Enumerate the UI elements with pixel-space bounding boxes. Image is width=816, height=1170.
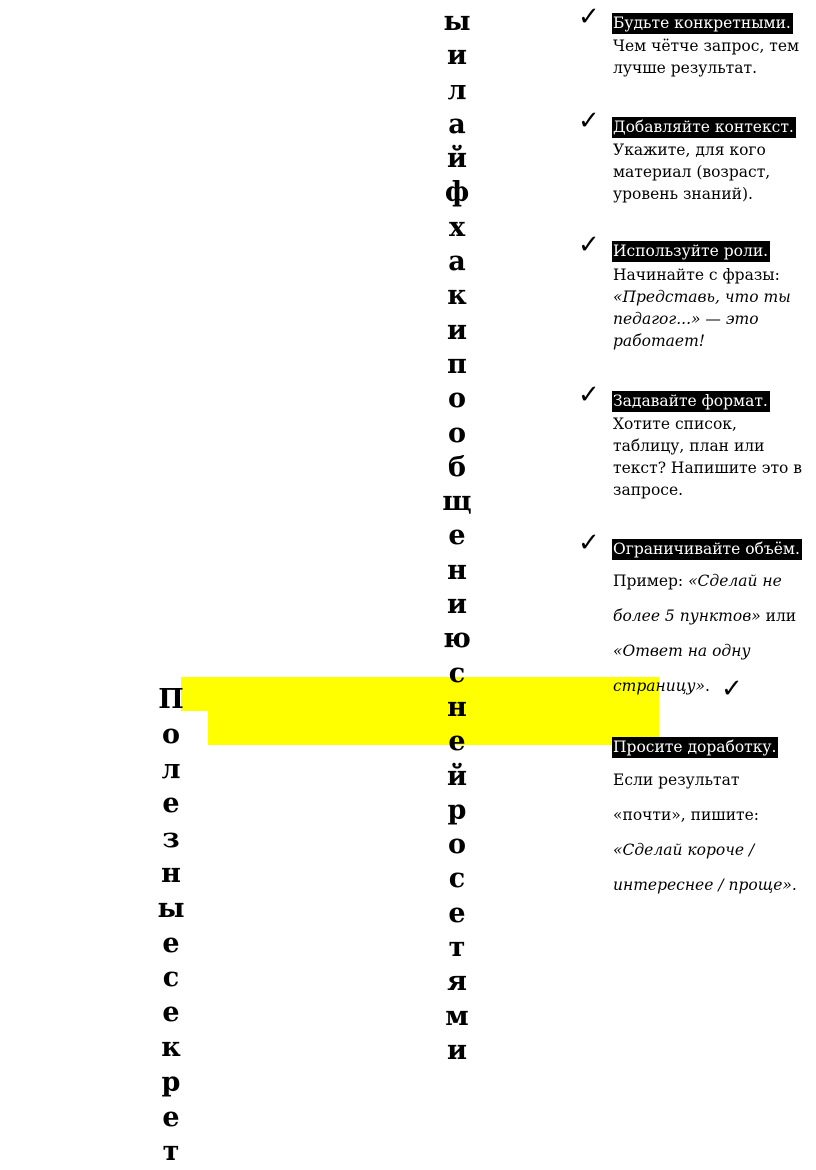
tip-title: Используйте роли. [613, 242, 769, 260]
tip-line [613, 599, 796, 634]
title-letter: а [448, 108, 466, 140]
tip-line: запросе. [613, 481, 684, 499]
tip-line: работает! [613, 332, 705, 350]
tip-title: Ограничивайте объём. [613, 540, 800, 558]
tip-line: Укажите, для кого [613, 141, 766, 159]
tip-body [613, 139, 770, 205]
checkmark-icon: ✓ [721, 674, 743, 704]
title-letter: е [448, 726, 466, 758]
title-letter: т [448, 932, 466, 964]
title-letter: б [447, 451, 466, 483]
checkmark-icon: ✓ [578, 380, 600, 410]
title-letter: с [448, 863, 466, 895]
title-letter: к [447, 280, 467, 312]
title-column-left [153, 683, 189, 1170]
title-letter: н [161, 857, 181, 889]
tip-line: материал (возраст, [613, 163, 771, 181]
title-letter: т [162, 1136, 180, 1168]
checkmark-icon: ✓ [578, 230, 600, 260]
title-letter: л [161, 753, 181, 785]
title-letter: х [448, 211, 466, 243]
tip-line [613, 564, 796, 599]
title-letter: й [446, 143, 468, 175]
tip-title: Задавайте формат. [613, 392, 768, 410]
checkmark-icon: ✓ [578, 106, 600, 136]
title-letter: к [161, 1031, 181, 1063]
title-letter: ф [444, 177, 470, 209]
title-letter: н [447, 691, 467, 723]
title-letter: р [447, 794, 467, 826]
tip-line: «Сделай короче / [613, 841, 755, 859]
tip-line: таблицу, план или [613, 437, 765, 455]
title-letter: з [162, 823, 180, 855]
title-letter: е [162, 997, 180, 1029]
tip-line: уровень знаний). [613, 185, 753, 203]
title-letter: ы [443, 6, 471, 37]
title-letter: й [446, 760, 468, 792]
highlight-band-bottom [208, 710, 659, 745]
title-letter: ю [443, 623, 471, 655]
tip-line: «Представь, что ты [613, 288, 791, 306]
tip-body [613, 413, 802, 501]
title-letter: и [446, 1034, 468, 1066]
tip-text: более 5 пунктов» [613, 607, 761, 625]
title-letter: с [448, 657, 466, 689]
title-letter: е [162, 927, 180, 959]
highlight-band-top [181, 677, 659, 711]
tip-line: лучше результат. [613, 59, 757, 77]
title-letter: р [161, 1066, 181, 1098]
checkmark-icon: ✓ [578, 528, 600, 558]
title-letter: н [447, 554, 467, 586]
title-letter: и [446, 589, 468, 621]
tip-line: Если результат [613, 771, 740, 789]
title-letter: е [162, 788, 180, 820]
title-letter: а [448, 246, 466, 278]
tip-body [613, 264, 791, 352]
title-letter: о [447, 829, 466, 861]
tip-line: Чем чётче запрос, тем [613, 37, 800, 55]
tip-line [613, 634, 796, 669]
title-letter: е [448, 520, 466, 552]
tip-line: Начинайте с фразы: [613, 266, 780, 284]
tip-line: «почти», пишите: [613, 806, 760, 824]
title-letter: и [446, 40, 468, 72]
tip-title: Просите доработку. [613, 738, 777, 756]
title-letter: о [161, 718, 180, 750]
tip-text: Пример: [613, 572, 689, 590]
tip-text: или [760, 607, 797, 625]
title-letter: ы [157, 892, 185, 924]
title-letter: л [447, 74, 467, 106]
tip-title: Добавляйте контекст. [613, 118, 794, 136]
title-letter: щ [442, 486, 472, 518]
tip-line: Хотите список, [613, 415, 737, 433]
tip-body [613, 763, 797, 903]
tip-body [613, 35, 799, 79]
title-letter: о [447, 417, 466, 449]
tip-title: Будьте конкретными. [613, 14, 791, 32]
title-letter: и [446, 314, 468, 346]
tip-text: «Сделай не [688, 572, 782, 590]
tip-text: . [705, 677, 710, 695]
tip-text: страницу» [613, 677, 706, 695]
title-letter: е [162, 1101, 180, 1133]
tip-line: интереснее / проще». [613, 876, 797, 894]
title-letter: с [162, 962, 180, 994]
tip-line: педагог...» — это [613, 310, 759, 328]
title-letter: п [447, 348, 467, 380]
checkmark-icon: ✓ [578, 2, 600, 32]
title-letter: я [447, 966, 467, 998]
tip-line: текст? Напишите это в [613, 459, 803, 477]
tip-text: «Ответ на одну [613, 642, 751, 660]
title-letter: о [447, 383, 466, 415]
title-column-middle [439, 5, 475, 1068]
title-letter: П [158, 684, 184, 715]
title-letter: е [448, 897, 466, 929]
title-letter: м [445, 1000, 469, 1032]
